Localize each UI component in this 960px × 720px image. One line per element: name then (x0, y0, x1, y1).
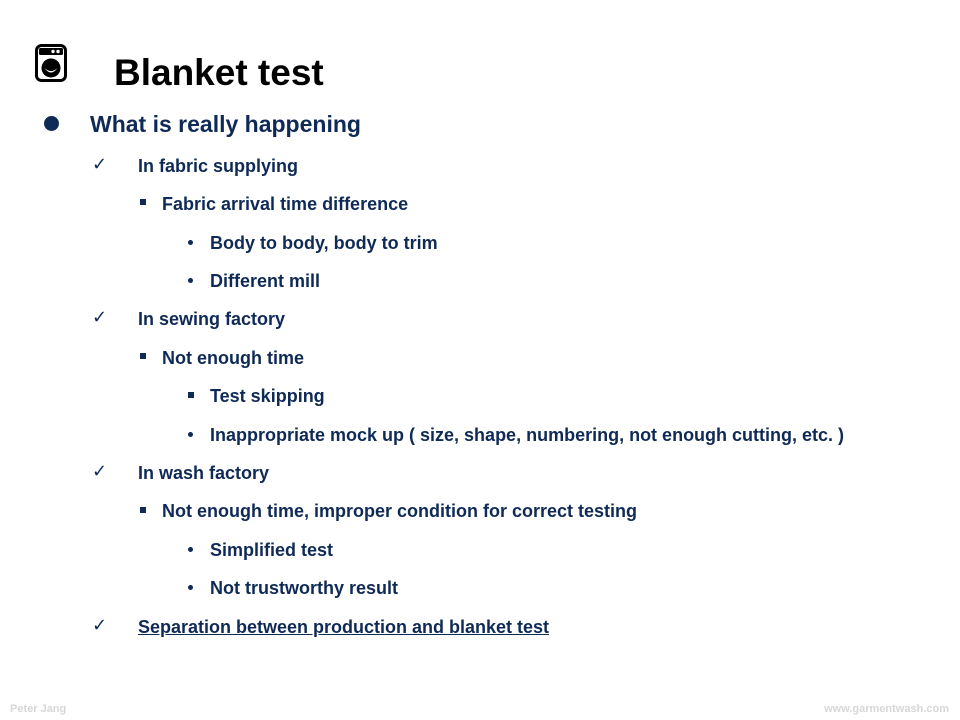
bullet-circle-icon (44, 116, 59, 131)
level-4-text: Different mill (210, 271, 321, 291)
checkmark-icon: ✓ (92, 154, 108, 175)
level-3-text: Not enough time, improper condition for correct testing (162, 501, 638, 521)
dot-bullet-icon (188, 585, 193, 590)
level-3-text: Fabric arrival time difference (162, 194, 409, 214)
level-2-underlined-text: Separation between production and blanket test (138, 617, 550, 637)
level-4-text: Simplified test (210, 540, 334, 560)
washing-machine-icon (35, 44, 67, 82)
level-3-text: Not enough time (162, 348, 304, 368)
footer-website: www.garmentwash.com (824, 703, 949, 715)
level-2-text: In wash factory (138, 463, 270, 483)
checkmark-icon: ✓ (92, 307, 108, 328)
footer-author: Peter Jang (10, 703, 67, 715)
dot-bullet-icon (188, 547, 193, 552)
checkmark-icon: ✓ (92, 461, 108, 482)
dot-bullet-icon (188, 240, 193, 245)
level-1-heading: What is really happening (90, 111, 361, 137)
level-4-text: Not trustworthy result (210, 578, 399, 598)
square-bullet-icon (188, 392, 194, 398)
level-2-text: In sewing factory (138, 309, 286, 329)
level-4-text: Test skipping (210, 386, 325, 406)
checkmark-icon: ✓ (92, 615, 108, 636)
square-bullet-icon (140, 507, 146, 513)
level-2-text: In fabric supplying (138, 156, 299, 176)
level-4-text: Body to body, body to trim (210, 233, 438, 253)
level-4-text: Inappropriate mock up ( size, shape, numbering, not enough cutting, etc. ) (210, 425, 845, 445)
square-bullet-icon (140, 199, 146, 205)
slide-title: Blanket test (114, 52, 324, 93)
dot-bullet-icon (188, 432, 193, 437)
square-bullet-icon (140, 353, 146, 359)
dot-bullet-icon (188, 278, 193, 283)
